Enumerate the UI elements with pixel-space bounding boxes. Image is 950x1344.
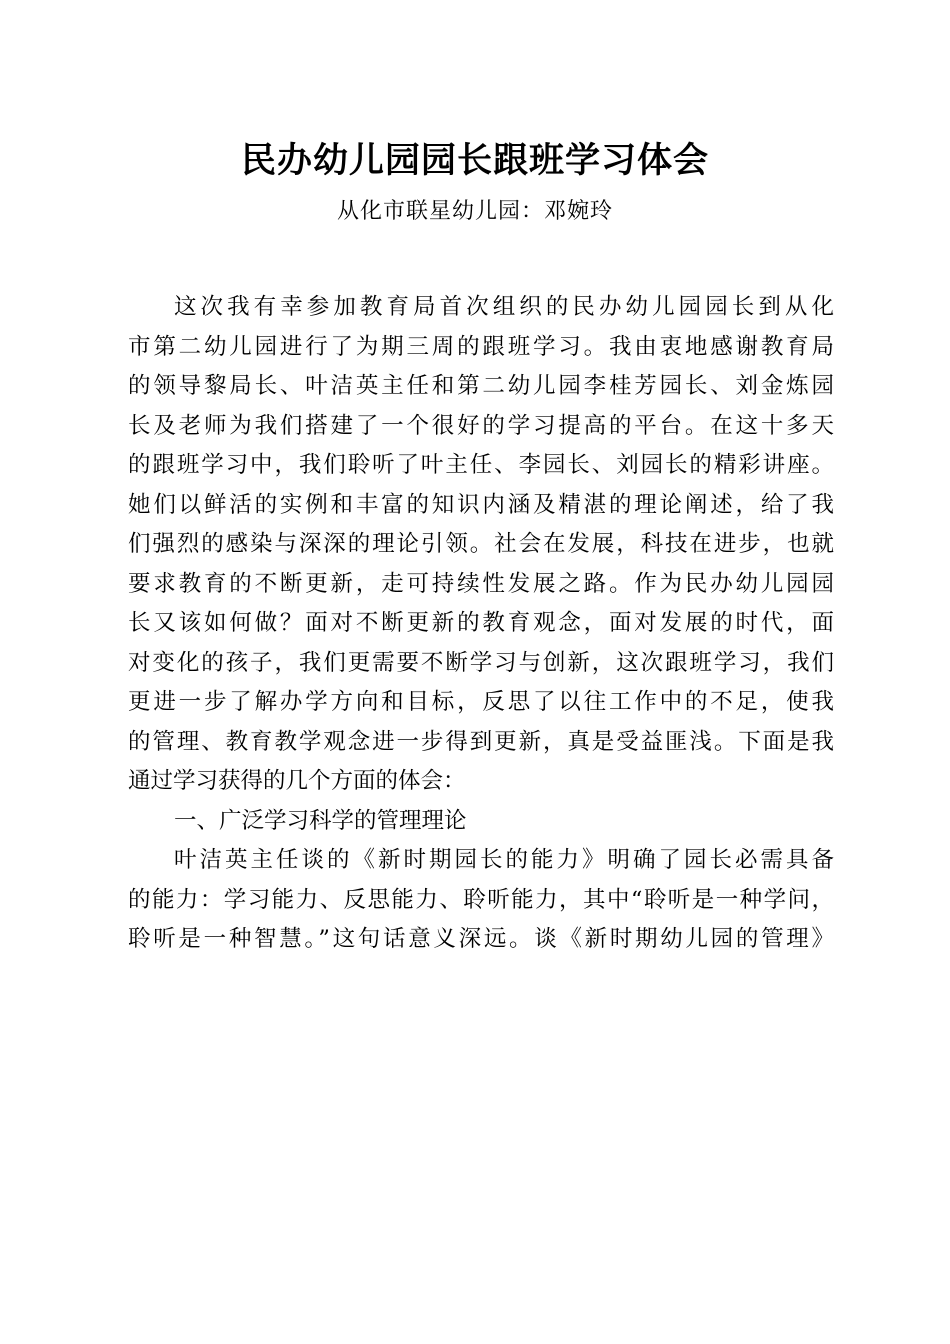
paragraph-line: 市第二幼儿园进行了为期三周的跟班学习。我由衷地感谢教育局 [128,333,834,360]
paragraph-line: 长又该如何做？面对不断更新的教育观念，面对发展的时代，面 [128,610,834,636]
paragraph-line: 这次我有幸参加教育局首次组织的民办幼儿园园长到从化 [174,294,834,320]
document-author: 从化市联星幼儿园：邓婉玲 [336,199,613,224]
paragraph-line: 对变化的孩子，我们更需要不断学习与创新，这次跟班学习，我们 [128,649,834,676]
paragraph-line: 的跟班学习中，我们聆听了叶主任、李园长、刘园长的精彩讲座。 [128,452,834,478]
paragraph-line: 要求教育的不断更新，走可持续性发展之路。作为民办幼儿园园 [128,570,834,597]
paragraph-line: 通过学习获得的几个方面的体会： [128,768,466,794]
paragraph-line: 的领导黎局长、叶洁英主任和第二幼儿园李桂芳园长、刘金炼园 [128,373,834,399]
paragraph-line: 更进一步了解办学方向和目标，反思了以往工作中的不足，使我 [128,689,834,715]
paragraph-line: 长及老师为我们搭建了一个很好的学习提高的平台。在这十多天 [128,412,834,439]
paragraph-line: 叶洁英主任谈的《新时期园长的能力》明确了园长必需具备 [174,847,834,873]
paragraph-line: 们强烈的感染与深深的理论引领。社会在发展，科技在进步，也就 [128,531,834,557]
paragraph-line: 她们以鲜活的实例和丰富的知识内涵及精湛的理论阐述，给了我 [128,491,834,518]
document-title: 民办幼儿园园长跟班学习体会 [240,141,709,181]
paragraph-line: 的管理、教育教学观念进一步得到更新，真是受益匪浅。下面是我 [128,728,834,755]
section-heading-1: 一、广泛学习科学的管理理论 [174,807,467,834]
paragraph-1 [128,288,834,802]
paragraph-line: 的能力：学习能力、反思能力、聆听能力，其中“聆听是一种学问， [128,886,834,913]
paragraph-2 [128,841,834,960]
document-body [128,288,834,960]
paragraph-line: 聆听是一种智慧。”这句话意义深远。谈《新时期幼儿园的管理》 [128,926,834,952]
